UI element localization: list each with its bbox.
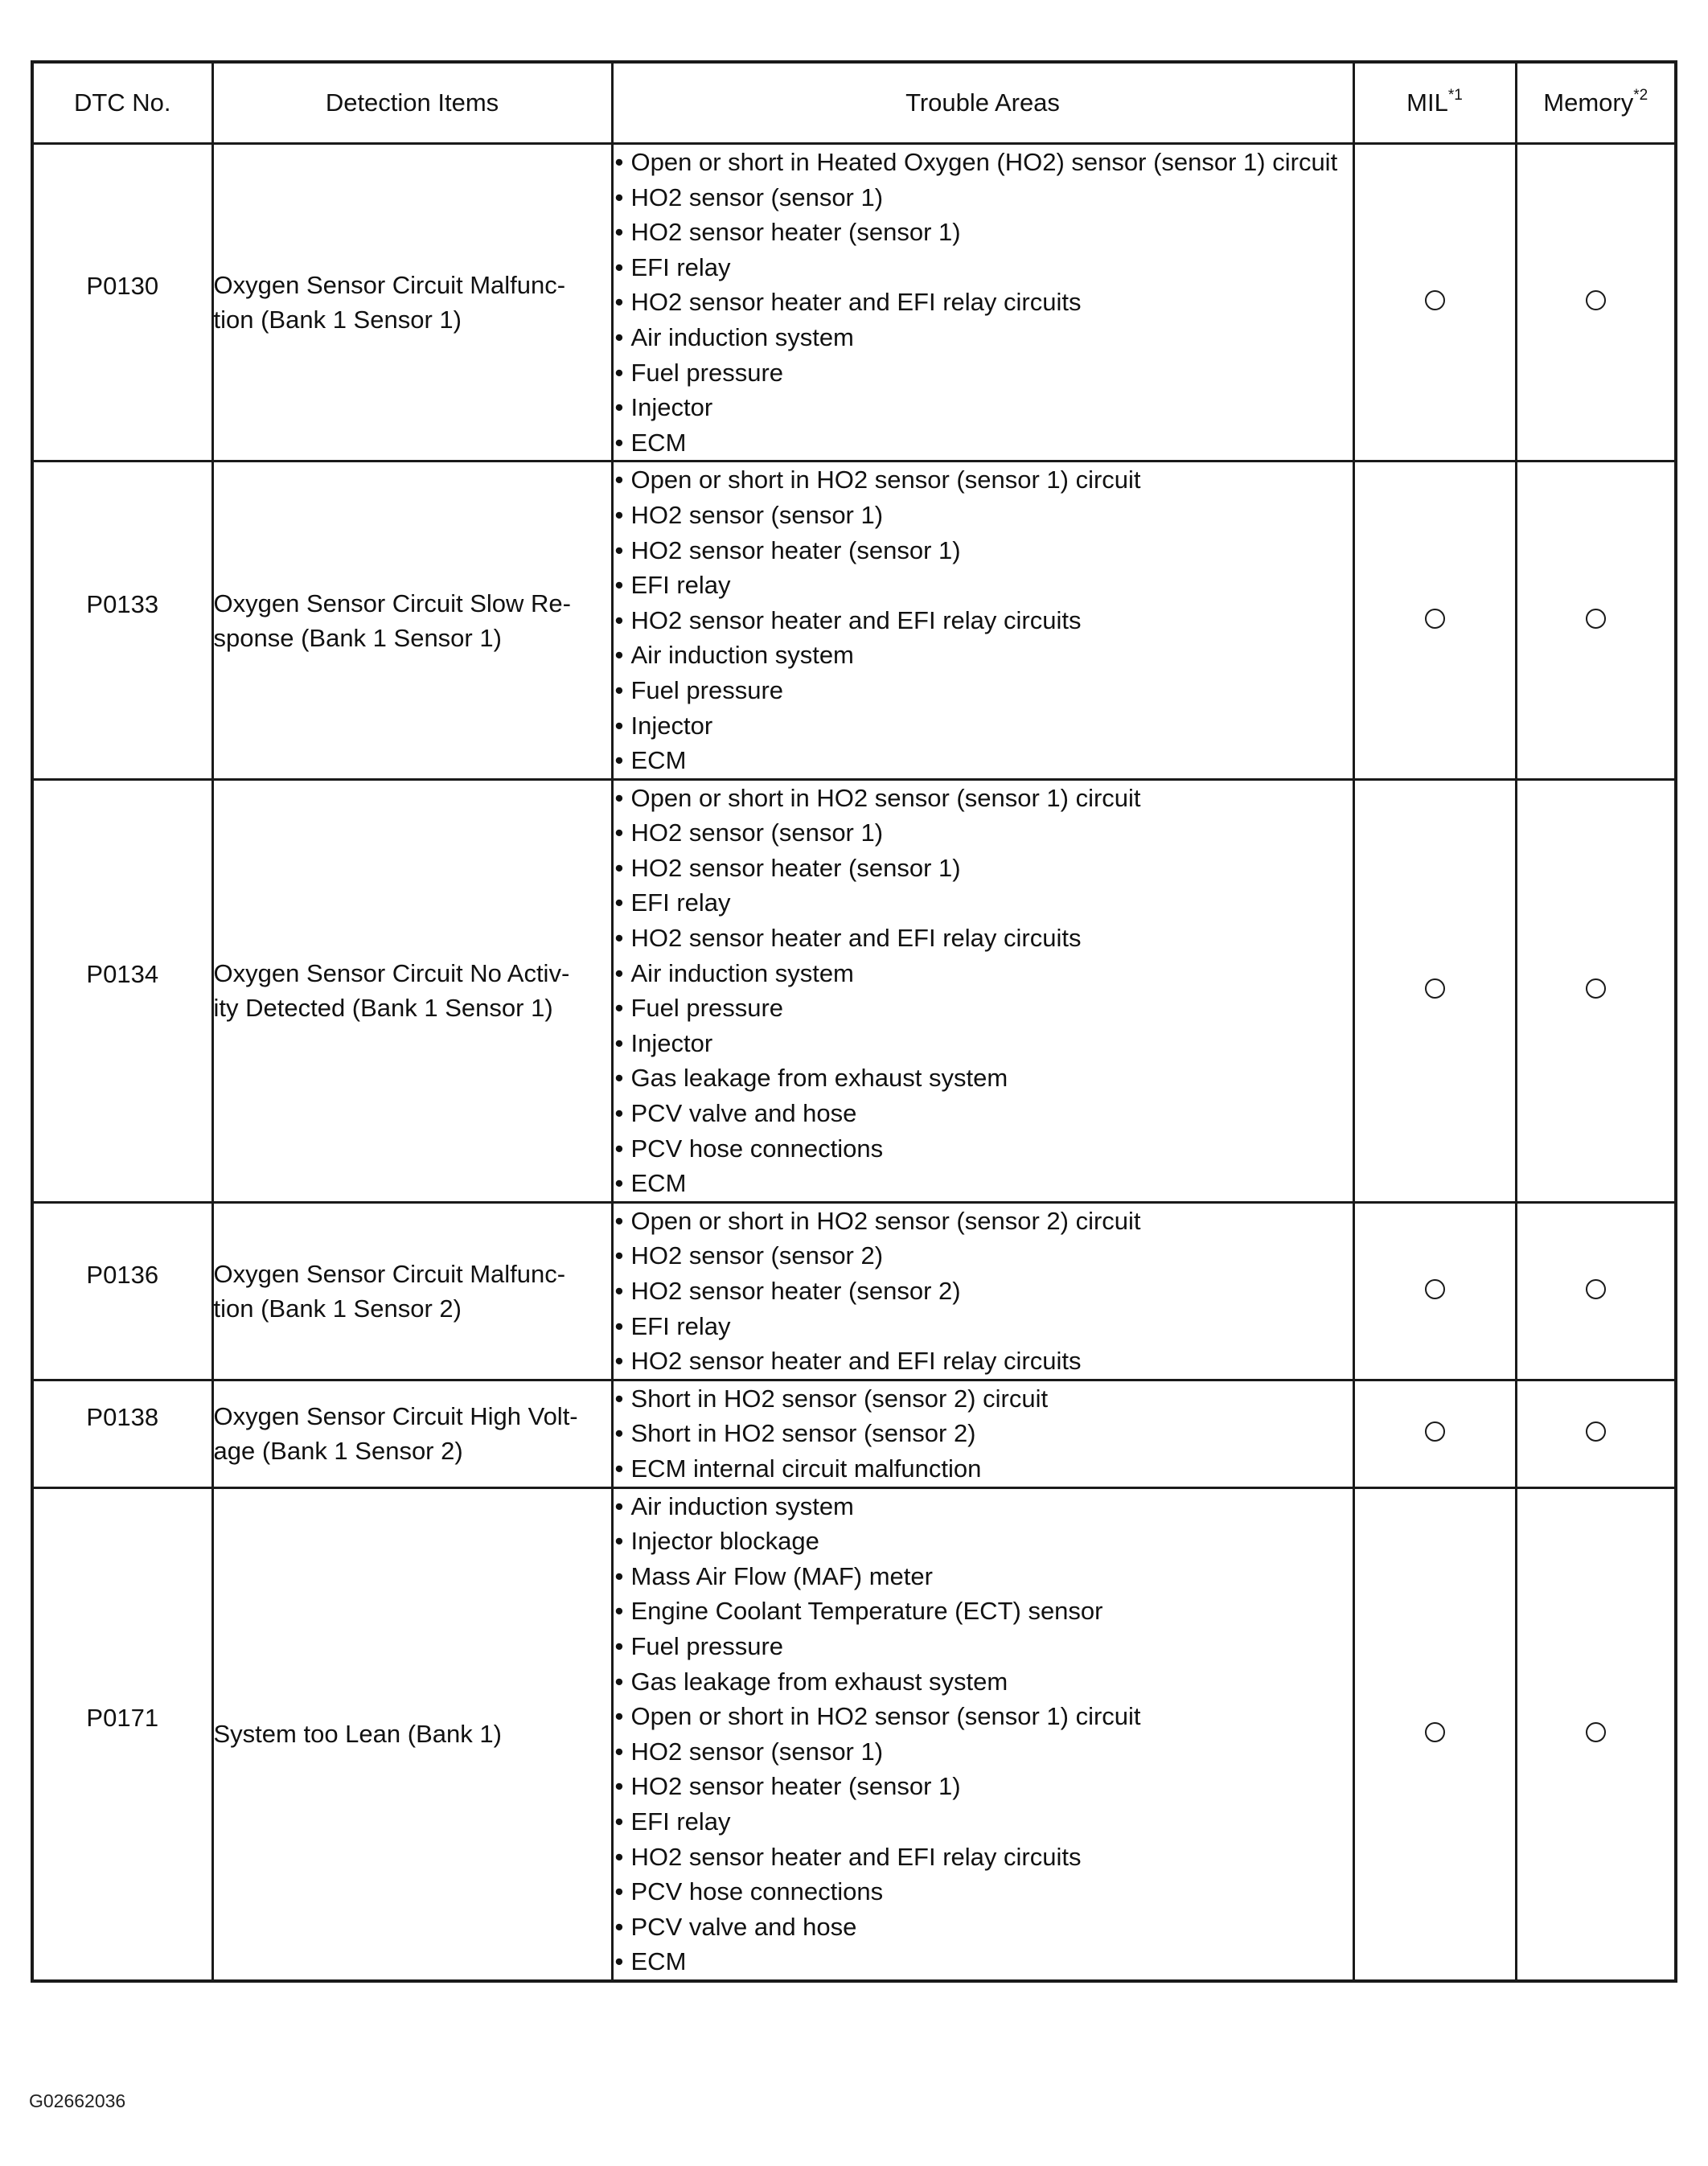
bullet-icon: • xyxy=(614,1028,624,1057)
bullet-icon: • xyxy=(614,888,624,917)
mil-footnote-marker: *1 xyxy=(1447,87,1463,104)
bullet-icon: • xyxy=(614,924,624,953)
bullet-icon: • xyxy=(614,322,624,351)
bullet-icon: • xyxy=(614,1099,624,1128)
dtc-table-sheet xyxy=(31,60,1674,1983)
bullet-icon: • xyxy=(614,393,624,422)
trouble-area-item xyxy=(614,1734,1353,1770)
detection-item-cell xyxy=(212,779,612,1202)
trouble-area-text: EFI relay xyxy=(630,1311,731,1340)
dtc-code-cell xyxy=(32,779,212,1202)
trouble-area-text: PCV valve and hose xyxy=(630,1099,857,1128)
mil-circle-icon xyxy=(1425,1279,1445,1299)
trouble-area-item xyxy=(614,1910,1353,1945)
trouble-area-item xyxy=(614,533,1353,568)
detection-item-line: ity Detected (Bank 1 Sensor 1) xyxy=(213,994,553,1023)
trouble-area-item xyxy=(614,1026,1353,1061)
mil-circle-icon xyxy=(1425,1421,1445,1442)
trouble-areas-cell xyxy=(612,1202,1353,1380)
trouble-area-item xyxy=(614,1944,1353,1979)
trouble-area-item xyxy=(614,1769,1353,1804)
bullet-icon: • xyxy=(614,783,624,812)
trouble-area-text: EFI relay xyxy=(630,1807,731,1836)
trouble-area-text: Open or short in HO2 sensor (sensor 1) circuit xyxy=(630,1702,1141,1731)
trouble-area-item xyxy=(614,1204,1353,1239)
trouble-area-text: ECM xyxy=(630,1169,687,1198)
trouble-area-item xyxy=(614,498,1353,533)
bullet-icon: • xyxy=(614,853,624,882)
bullet-icon: • xyxy=(614,1206,624,1235)
trouble-area-item xyxy=(614,673,1353,708)
dtc-code: P0134 xyxy=(86,960,159,989)
bullet-icon: • xyxy=(614,1702,624,1731)
trouble-area-text: Injector xyxy=(630,1028,713,1057)
trouble-area-text: HO2 sensor (sensor 1) xyxy=(630,818,884,847)
table-row xyxy=(32,144,1676,462)
memory-cell xyxy=(1516,1380,1676,1487)
dtc-code: P0136 xyxy=(86,1260,159,1289)
mil-circle-icon xyxy=(1425,290,1445,310)
trouble-area-item xyxy=(614,145,1353,180)
trouble-area-text: Air induction system xyxy=(630,322,854,351)
trouble-area-item xyxy=(614,1874,1353,1910)
trouble-area-text: HO2 sensor (sensor 2) xyxy=(630,1241,884,1270)
table-header-row xyxy=(32,62,1676,144)
bullet-icon: • xyxy=(614,571,624,600)
trouble-area-text: PCV valve and hose xyxy=(630,1912,857,1941)
trouble-area-item xyxy=(614,180,1353,215)
trouble-area-item xyxy=(614,462,1353,498)
memory-circle-icon xyxy=(1586,978,1606,999)
trouble-area-text: Injector blockage xyxy=(630,1527,819,1556)
bullet-icon: • xyxy=(614,1527,624,1556)
trouble-area-text: Open or short in HO2 sensor (sensor 2) circuit xyxy=(630,1206,1141,1235)
trouble-area-item xyxy=(614,603,1353,638)
bullet-icon: • xyxy=(614,1842,624,1871)
trouble-area-text: ECM xyxy=(630,746,687,775)
trouble-area-text: HO2 sensor heater (sensor 2) xyxy=(630,1277,961,1305)
bullet-icon: • xyxy=(614,1597,624,1626)
memory-circle-icon xyxy=(1586,290,1606,310)
trouble-area-text: Injector xyxy=(630,711,713,740)
trouble-area-text: Mass Air Flow (MAF) meter xyxy=(630,1561,933,1590)
bullet-icon: • xyxy=(614,1169,624,1198)
bullet-icon: • xyxy=(614,252,624,281)
trouble-area-text: Fuel pressure xyxy=(630,675,784,704)
trouble-area-text: Fuel pressure xyxy=(630,1631,784,1660)
trouble-area-item xyxy=(614,921,1353,956)
trouble-areas-cell xyxy=(612,779,1353,1202)
trouble-area-text: Gas leakage from exhaust system xyxy=(630,1064,1008,1093)
dtc-code: P0171 xyxy=(86,1703,159,1732)
trouble-area-item xyxy=(614,390,1353,425)
bullet-icon: • xyxy=(614,500,624,529)
table-row xyxy=(32,462,1676,779)
bullet-icon: • xyxy=(614,1561,624,1590)
trouble-area-text: Engine Coolant Temperature (ECT) sensor xyxy=(630,1597,1103,1626)
memory-cell xyxy=(1516,144,1676,462)
trouble-area-text: HO2 sensor heater (sensor 1) xyxy=(630,535,961,564)
trouble-area-item xyxy=(614,781,1353,816)
bullet-icon: • xyxy=(614,1947,624,1976)
table-row xyxy=(32,1487,1676,1981)
trouble-area-item xyxy=(614,708,1353,744)
bullet-icon: • xyxy=(614,641,624,670)
trouble-areas-cell xyxy=(612,144,1353,462)
trouble-area-item xyxy=(614,885,1353,921)
trouble-area-item xyxy=(614,815,1353,851)
bullet-icon: • xyxy=(614,1347,624,1376)
trouble-area-text: HO2 sensor heater and EFI relay circuits xyxy=(630,1842,1082,1871)
trouble-area-item xyxy=(614,1060,1353,1096)
bullet-icon: • xyxy=(614,428,624,457)
trouble-area-item xyxy=(614,425,1353,461)
detection-item-cell xyxy=(212,144,612,462)
detection-item-cell xyxy=(212,1380,612,1487)
trouble-area-item xyxy=(614,1238,1353,1274)
trouble-area-text: Short in HO2 sensor (sensor 2) circuit xyxy=(630,1384,1049,1413)
bullet-icon: • xyxy=(614,1064,624,1093)
memory-footnote-marker: *2 xyxy=(1633,87,1648,104)
table-row xyxy=(32,1380,1676,1487)
detection-item-line: Oxygen Sensor Circuit High Volt- xyxy=(213,1402,578,1431)
trouble-area-item xyxy=(614,250,1353,285)
trouble-area-item xyxy=(614,1699,1353,1734)
trouble-area-text: ECM xyxy=(630,1947,687,1976)
trouble-area-item xyxy=(614,956,1353,991)
header-dtc-no: DTC No. xyxy=(32,62,212,144)
bullet-icon: • xyxy=(614,218,624,247)
trouble-area-text: Injector xyxy=(630,393,713,422)
dtc-code: P0133 xyxy=(86,589,159,618)
dtc-code: P0130 xyxy=(86,272,159,301)
detection-item-line: Oxygen Sensor Circuit No Activ- xyxy=(213,959,570,988)
trouble-area-item xyxy=(614,991,1353,1026)
trouble-area-item xyxy=(614,1451,1353,1487)
trouble-area-text: HO2 sensor heater and EFI relay circuits xyxy=(630,605,1082,634)
trouble-area-item xyxy=(614,1804,1353,1840)
detection-item-cell xyxy=(212,462,612,779)
header-memory: Memory$^{*2}$ xyxy=(1516,62,1676,144)
header-detection-items: Detection Items xyxy=(212,62,612,144)
trouble-area-list xyxy=(614,1204,1353,1379)
detection-item-cell xyxy=(212,1202,612,1380)
memory-cell xyxy=(1516,462,1676,779)
trouble-area-text: HO2 sensor (sensor 1) xyxy=(630,500,884,529)
memory-cell xyxy=(1516,779,1676,1202)
bullet-icon: • xyxy=(614,1134,624,1163)
bullet-icon: • xyxy=(614,1877,624,1906)
memory-cell xyxy=(1516,1487,1676,1981)
trouble-area-text: EFI relay xyxy=(630,888,731,917)
detection-item-line: Oxygen Sensor Circuit Slow Re- xyxy=(213,589,571,617)
trouble-area-text: HO2 sensor heater (sensor 1) xyxy=(630,853,961,882)
trouble-area-item xyxy=(614,1416,1353,1451)
trouble-areas-cell xyxy=(612,1380,1353,1487)
trouble-area-item xyxy=(614,1840,1353,1875)
trouble-area-item xyxy=(614,1629,1353,1664)
table-row xyxy=(32,1202,1676,1380)
dtc-code-cell xyxy=(32,1380,212,1487)
bullet-icon: • xyxy=(614,466,624,494)
trouble-area-text: Air induction system xyxy=(630,641,854,670)
bullet-icon: • xyxy=(614,1311,624,1340)
trouble-area-text: HO2 sensor heater and EFI relay circuits xyxy=(630,288,1082,317)
bullet-icon: • xyxy=(614,1277,624,1305)
bullet-icon: • xyxy=(614,1491,624,1520)
trouble-area-text: Fuel pressure xyxy=(630,358,784,387)
dtc-code: P0138 xyxy=(86,1403,159,1432)
trouble-area-text: Short in HO2 sensor (sensor 2) xyxy=(630,1419,976,1448)
trouble-area-text: PCV hose connections xyxy=(630,1134,884,1163)
bullet-icon: • xyxy=(614,1737,624,1766)
trouble-area-item xyxy=(614,1096,1353,1131)
mil-cell xyxy=(1353,779,1516,1202)
detection-item-line: tion (Bank 1 Sensor 2) xyxy=(213,1294,462,1323)
trouble-area-text: PCV hose connections xyxy=(630,1877,884,1906)
memory-circle-icon xyxy=(1586,609,1606,629)
trouble-area-item xyxy=(614,743,1353,778)
detection-item-line: sponse (Bank 1 Sensor 1) xyxy=(213,623,502,652)
trouble-area-item xyxy=(614,215,1353,250)
table-body xyxy=(32,144,1676,1981)
bullet-icon: • xyxy=(614,1807,624,1836)
trouble-area-item xyxy=(614,285,1353,320)
header-mil: MIL$^{*1}$ xyxy=(1353,62,1516,144)
mil-cell xyxy=(1353,144,1516,462)
bullet-icon: • xyxy=(614,1384,624,1413)
trouble-area-text: ECM internal circuit malfunction xyxy=(630,1454,982,1483)
detection-item-line: age (Bank 1 Sensor 2) xyxy=(213,1437,463,1466)
trouble-area-text: Open or short in HO2 sensor (sensor 1) circuit xyxy=(630,783,1141,812)
detection-item-line: tion (Bank 1 Sensor 1) xyxy=(213,306,462,334)
header-trouble-areas: Trouble Areas xyxy=(612,62,1353,144)
trouble-area-text: HO2 sensor heater and EFI relay circuits xyxy=(630,924,1082,953)
trouble-area-text: EFI relay xyxy=(630,571,731,600)
bullet-icon: • xyxy=(614,535,624,564)
trouble-area-text: Gas leakage from exhaust system xyxy=(630,1667,1008,1696)
trouble-area-text: Open or short in Heated Oxygen (HO2) sensor (sensor 1) circuit xyxy=(630,148,1338,176)
bullet-icon: • xyxy=(614,1241,624,1270)
trouble-area-text: HO2 sensor (sensor 1) xyxy=(630,1737,884,1766)
memory-circle-icon xyxy=(1586,1279,1606,1299)
figure-id: G02662036 xyxy=(29,2090,126,2111)
trouble-area-item xyxy=(614,1664,1353,1700)
trouble-area-text: Open or short in HO2 sensor (sensor 1) circuit xyxy=(630,466,1141,494)
bullet-icon: • xyxy=(614,1667,624,1696)
bullet-icon: • xyxy=(614,994,624,1023)
trouble-area-item xyxy=(614,320,1353,355)
bullet-icon: • xyxy=(614,958,624,987)
bullet-icon: • xyxy=(614,288,624,317)
detection-item-line: Oxygen Sensor Circuit Malfunc- xyxy=(213,1259,566,1288)
trouble-areas-cell xyxy=(612,462,1353,779)
trouble-area-item xyxy=(614,355,1353,391)
trouble-area-item xyxy=(614,1343,1353,1379)
bullet-icon: • xyxy=(614,1419,624,1448)
bullet-icon: • xyxy=(614,605,624,634)
mil-cell xyxy=(1353,1487,1516,1981)
bullet-icon: • xyxy=(614,148,624,176)
trouble-area-list xyxy=(614,1381,1353,1487)
trouble-area-text: HO2 sensor heater and EFI relay circuits xyxy=(630,1347,1082,1376)
bullet-icon: • xyxy=(614,675,624,704)
trouble-area-list xyxy=(614,781,1353,1201)
trouble-area-item xyxy=(614,1594,1353,1629)
bullet-icon: • xyxy=(614,1912,624,1941)
bullet-icon: • xyxy=(614,358,624,387)
trouble-area-list xyxy=(614,145,1353,460)
trouble-area-text: Fuel pressure xyxy=(630,994,784,1023)
trouble-area-item xyxy=(614,1309,1353,1344)
dtc-code-cell xyxy=(32,144,212,462)
mil-circle-icon xyxy=(1425,978,1445,999)
detection-item-line: System too Lean (Bank 1) xyxy=(213,1720,502,1749)
bullet-icon: • xyxy=(614,746,624,775)
trouble-areas-cell xyxy=(612,1487,1353,1981)
trouble-area-item xyxy=(614,1274,1353,1309)
trouble-area-item xyxy=(614,1381,1353,1417)
dtc-code-cell xyxy=(32,1487,212,1981)
mil-cell xyxy=(1353,1202,1516,1380)
mil-cell xyxy=(1353,1380,1516,1487)
bullet-icon: • xyxy=(614,1631,624,1660)
trouble-area-item xyxy=(614,1559,1353,1594)
trouble-area-item xyxy=(614,851,1353,886)
trouble-area-text: Air induction system xyxy=(630,958,854,987)
memory-circle-icon xyxy=(1586,1421,1606,1442)
detection-item-line: Oxygen Sensor Circuit Malfunc- xyxy=(213,271,566,300)
trouble-area-list xyxy=(614,1489,1353,1979)
trouble-area-text: Air induction system xyxy=(630,1491,854,1520)
trouble-area-item xyxy=(614,568,1353,603)
trouble-area-text: HO2 sensor heater (sensor 1) xyxy=(630,1772,961,1801)
trouble-area-list xyxy=(614,462,1353,777)
mil-circle-icon xyxy=(1425,609,1445,629)
bullet-icon: • xyxy=(614,818,624,847)
dtc-code-cell xyxy=(32,1202,212,1380)
trouble-area-text: HO2 sensor heater (sensor 1) xyxy=(630,218,961,247)
trouble-area-item xyxy=(614,1489,1353,1524)
trouble-area-item xyxy=(614,638,1353,673)
bullet-icon: • xyxy=(614,183,624,211)
table-row xyxy=(32,779,1676,1202)
memory-cell xyxy=(1516,1202,1676,1380)
detection-item-cell xyxy=(212,1487,612,1981)
bullet-icon: • xyxy=(614,1454,624,1483)
bullet-icon: • xyxy=(614,711,624,740)
trouble-area-text: EFI relay xyxy=(630,252,731,281)
trouble-area-item xyxy=(614,1524,1353,1559)
mil-circle-icon xyxy=(1425,1722,1445,1742)
mil-cell xyxy=(1353,462,1516,779)
dtc-code-cell xyxy=(32,462,212,779)
dtc-table xyxy=(31,60,1677,1983)
trouble-area-text: HO2 sensor (sensor 1) xyxy=(630,183,884,211)
trouble-area-item xyxy=(614,1166,1353,1201)
trouble-area-text: ECM xyxy=(630,428,687,457)
memory-circle-icon xyxy=(1586,1722,1606,1742)
trouble-area-item xyxy=(614,1131,1353,1167)
bullet-icon: • xyxy=(614,1772,624,1801)
